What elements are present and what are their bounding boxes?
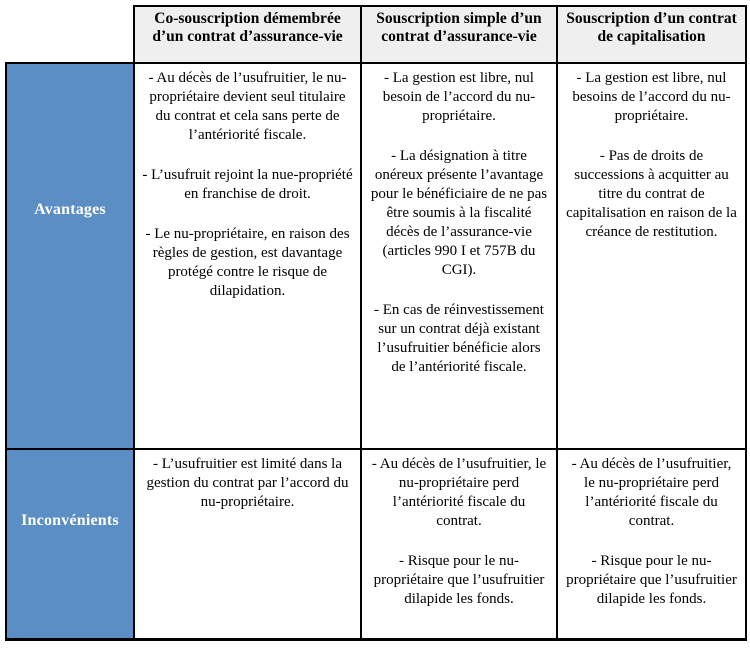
row-label-avantages [6, 63, 134, 449]
cell-paragraph: - L’usufruitier est limité dans la gestion du contrat par l’accord du nu-propriétaire. [146, 456, 349, 510]
cell-paragraph: - Au décès de l’usufruitier, le nu-propriétaire perd l’antériorité fiscale du contrat. [571, 456, 732, 529]
empty-corner-cell [6, 6, 134, 63]
cell-paragraph: - Au décès de l’usufruitier, le nu-propriétaire perd l’antériorité fiscale du contrat. [371, 456, 547, 529]
cell-paragraph: - Risque pour le nu-propriétaire que l’usufruitier dilapide les fonds. [373, 553, 545, 607]
cell-paragraph: - L’usufruit rejoint la nue-propriété en franchise de droit. [142, 167, 353, 202]
cell-paragraph: - Le nu-propriétaire, en raison des règles de gestion, est davantage protégé contre le risque de dilapidation. [145, 226, 350, 299]
cell-inconvenients-co-souscription [134, 449, 361, 639]
column-header-co-souscription-demembree: Co-souscription démembrée d’un contrat d’assurance-vie [134, 6, 361, 63]
cell-avantages-co-souscription [134, 63, 361, 449]
cell-paragraph: - Risque pour le nu-propriétaire que l’usufruitier dilapide les fonds. [566, 553, 737, 607]
cell-paragraph: - La gestion est libre, nul besoins de l’accord du nu-propriétaire. [572, 70, 731, 124]
cell-inconvenients-capitalisation [557, 449, 746, 639]
column-header-souscription-simple: Souscription simple d’un contrat d’assurance-vie [361, 6, 557, 63]
row-avantages [6, 63, 746, 449]
column-header-souscription-capitalisation: Souscription d’un contrat de capitalisation [557, 6, 746, 63]
row-label-text: Inconvénients [21, 512, 119, 530]
row-inconvenients [6, 449, 746, 639]
cell-avantages-capitalisation [557, 63, 746, 449]
header-row [6, 6, 746, 63]
cell-paragraph: - Pas de droits de successions à acquitter au titre du contrat de capitalisation en raison de la créance de restitution. [566, 148, 737, 240]
cell-paragraph: - En cas de réinvestissement sur un contrat déjà existant l’usufruitier bénéficie alors de l’antériorité fiscale. [374, 302, 544, 375]
cell-inconvenients-souscription-simple [361, 449, 557, 639]
cell-paragraph: - La gestion est libre, nul besoin de l’accord du nu-propriétaire. [382, 70, 536, 124]
row-label-text: Avantages [34, 200, 106, 218]
comparison-table [5, 5, 747, 641]
row-label-inconvenients [6, 449, 134, 639]
cell-avantages-souscription-simple [361, 63, 557, 449]
cell-paragraph: - Au décès de l’usufruitier, le nu-propriétaire devient seul titulaire du contrat et cela sans perte de l’antériorité fiscale. [148, 70, 347, 143]
cell-paragraph: - La désignation à titre onéreux présente l’avantage pour le bénéficiaire de ne pas être soumis à la fiscalité décès de l’assurance-vie (articles 990 I et 757B du CGI). [370, 148, 548, 278]
